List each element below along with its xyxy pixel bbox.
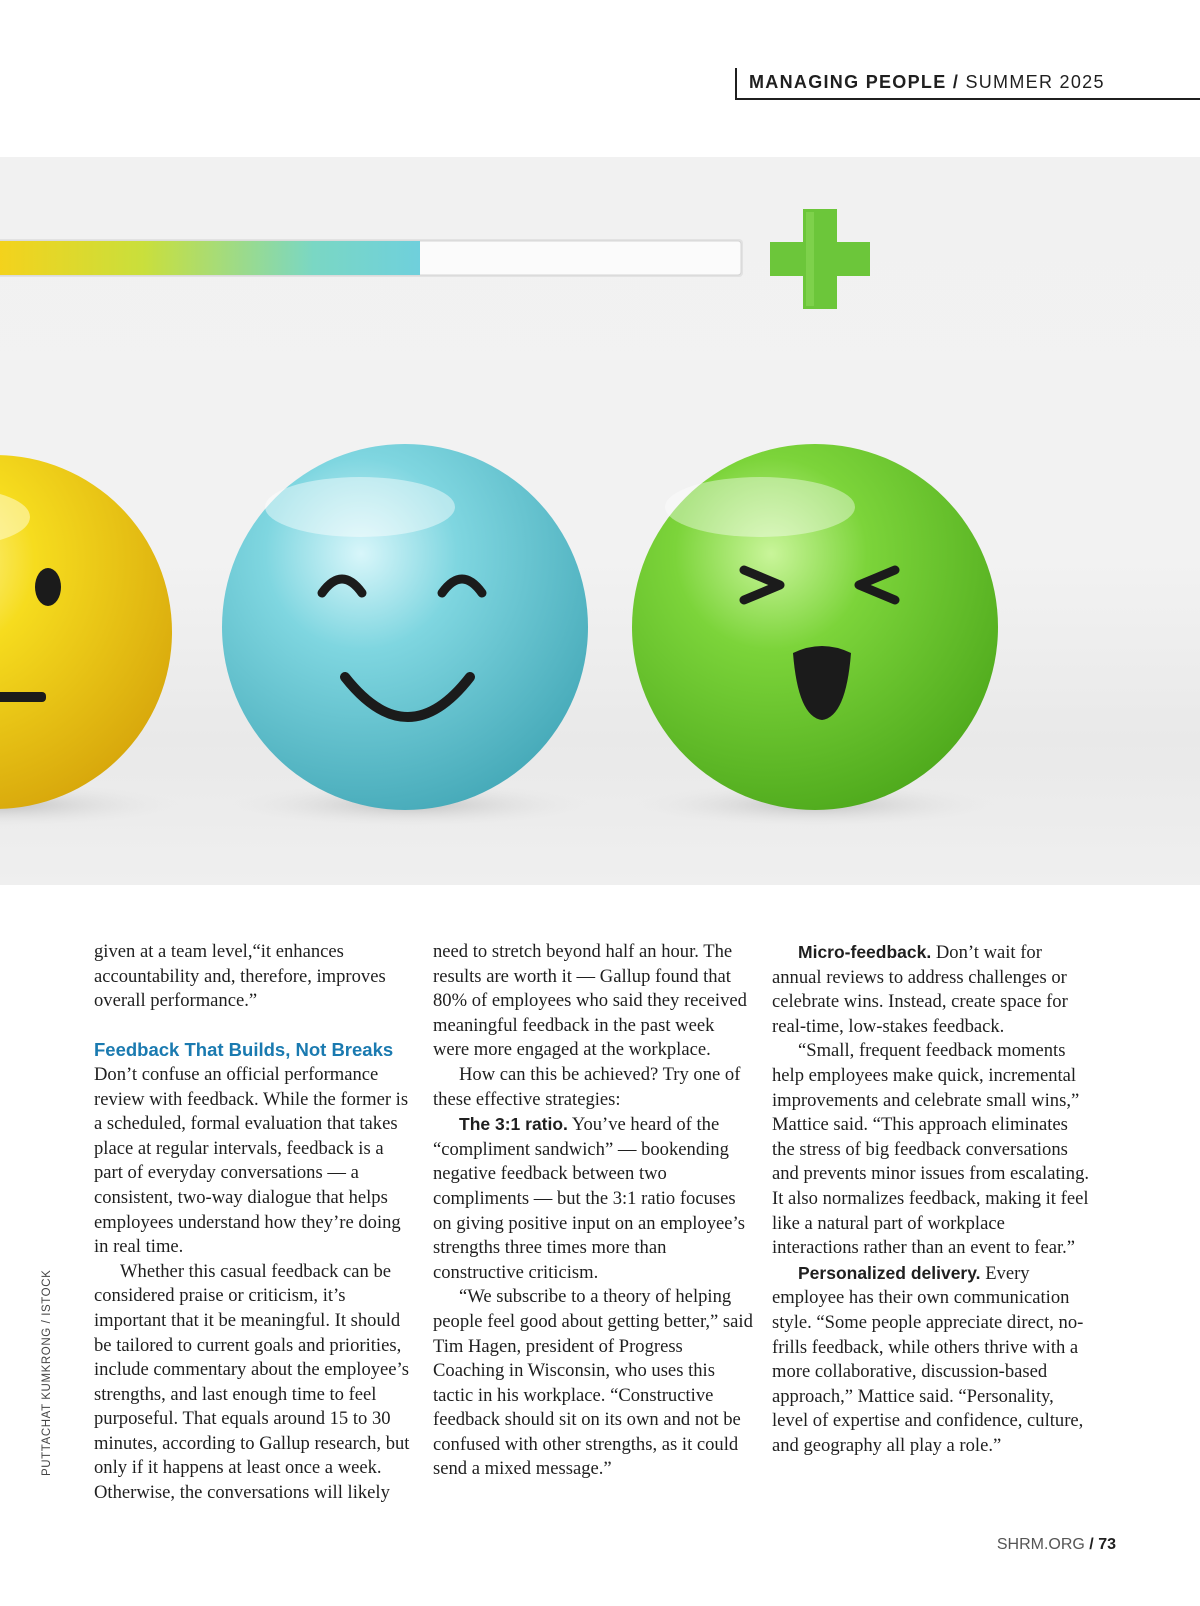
paragraph-text: You’ve heard of the “compliment sandwich” — bookending negative feedback between two compliments — but the 3:1 ratio focuses on giving positive input on an employee’s strengths three times more than constructive criticism. bbox=[433, 1114, 745, 1283]
paragraph: given at a team level,“it enhances accountability and, therefore, improves overall performance.” bbox=[94, 941, 386, 1012]
article-column-3 bbox=[772, 940, 1092, 1458]
paragraph: “Small, frequent feedback moments help employees make quick, incremental improvements and celebrate small wins,” Mattice said. “This approach eliminates the stress of big feedback conversations and prevents minor issues from escalating. It also normalizes feedback, making it feel like a natural part of workplace interactions rather than an event to fear.” bbox=[772, 1040, 1090, 1259]
section-heading: Feedback That Builds, Not Breaks bbox=[94, 1039, 394, 1061]
page-number: 73 bbox=[1098, 1536, 1116, 1553]
strategy-lead: Personalized delivery. bbox=[798, 1262, 981, 1283]
paragraph bbox=[772, 940, 1092, 1039]
section-name: MANAGING PEOPLE bbox=[749, 72, 947, 92]
smiling-face-ball bbox=[222, 444, 588, 810]
hero-illustration bbox=[0, 157, 1200, 885]
site-name: SHRM.ORG bbox=[996, 1536, 1085, 1553]
article-column-1 bbox=[94, 940, 414, 1506]
footer-separator: / bbox=[1089, 1536, 1094, 1553]
article-column-2 bbox=[433, 940, 753, 1482]
paragraph: Don’t confuse an official performance review with feedback. While the former is a scheduled, formal evaluation that takes place at regular intervals, feedback is a part of everyday conversations — a consistent, two-way dialogue that helps employees understand how they’re doing in real time. bbox=[94, 1063, 409, 1258]
header-separator: / bbox=[952, 72, 960, 92]
paragraph-text: Don’t wait for annual reviews to address challenges or celebrate wins. Instead, create space for real-time, low-stakes feedback. bbox=[772, 942, 1068, 1037]
page-footer bbox=[997, 1536, 1116, 1554]
running-header bbox=[735, 68, 1200, 100]
strategy-lead: The 3:1 ratio. bbox=[459, 1114, 568, 1135]
plus-icon bbox=[770, 209, 870, 309]
progress-bar-fill bbox=[0, 241, 420, 275]
strategy-lead: Micro-feedback. bbox=[798, 942, 932, 962]
photo-credit: PUTTACHAT KUMKRONG / ISTOCK bbox=[41, 1269, 53, 1476]
paragraph bbox=[772, 1261, 1092, 1459]
issue-date: SUMMER 2025 bbox=[965, 72, 1105, 92]
laughing-face-ball bbox=[632, 444, 998, 810]
neutral-face-ball bbox=[0, 455, 172, 809]
article-body bbox=[0, 940, 1200, 1504]
paragraph bbox=[433, 1112, 753, 1285]
progress-bar bbox=[0, 239, 743, 277]
paragraph: Whether this casual feedback can be considered praise or criticism, it’s important that it be meaningful. It should be tailored to current goals and priorities, include commentary about the employee’s strengths, and last enough time to feel purposeful. That equals around 15 to 30 minutes, according to Gallup research, but only if it happens at least once a week. Otherwise, the conversations will likely bbox=[94, 1260, 410, 1504]
paragraph: How can this be achieved? Try one of these effective strategies: bbox=[433, 1063, 741, 1110]
paragraph: “We subscribe to a theory of helping people feel good about getting better,” said Tim Hagen, president of Progress Coaching in Wisconsin, who uses this tactic in his workplace. “Constructive feedback should sit on its own and not be confused with other strengths, as it could send a mixed message.” bbox=[433, 1286, 753, 1480]
header-text bbox=[749, 72, 1105, 93]
paragraph: need to stretch beyond half an hour. The results are worth it — Gallup found that 80% of employees who said they received meaningful feedback in the past week were more engaged at the workplace. bbox=[433, 941, 747, 1061]
hero-photo bbox=[0, 157, 1200, 885]
paragraph-text: Every employee has their own communication style. “Some people appreciate direct, no-frills feedback, while others thrive with a more collaborative, discussion-based approach,” Mattice said. “Personality, level of expertise and confidence, culture, and geography all play a role.” bbox=[772, 1262, 1084, 1456]
